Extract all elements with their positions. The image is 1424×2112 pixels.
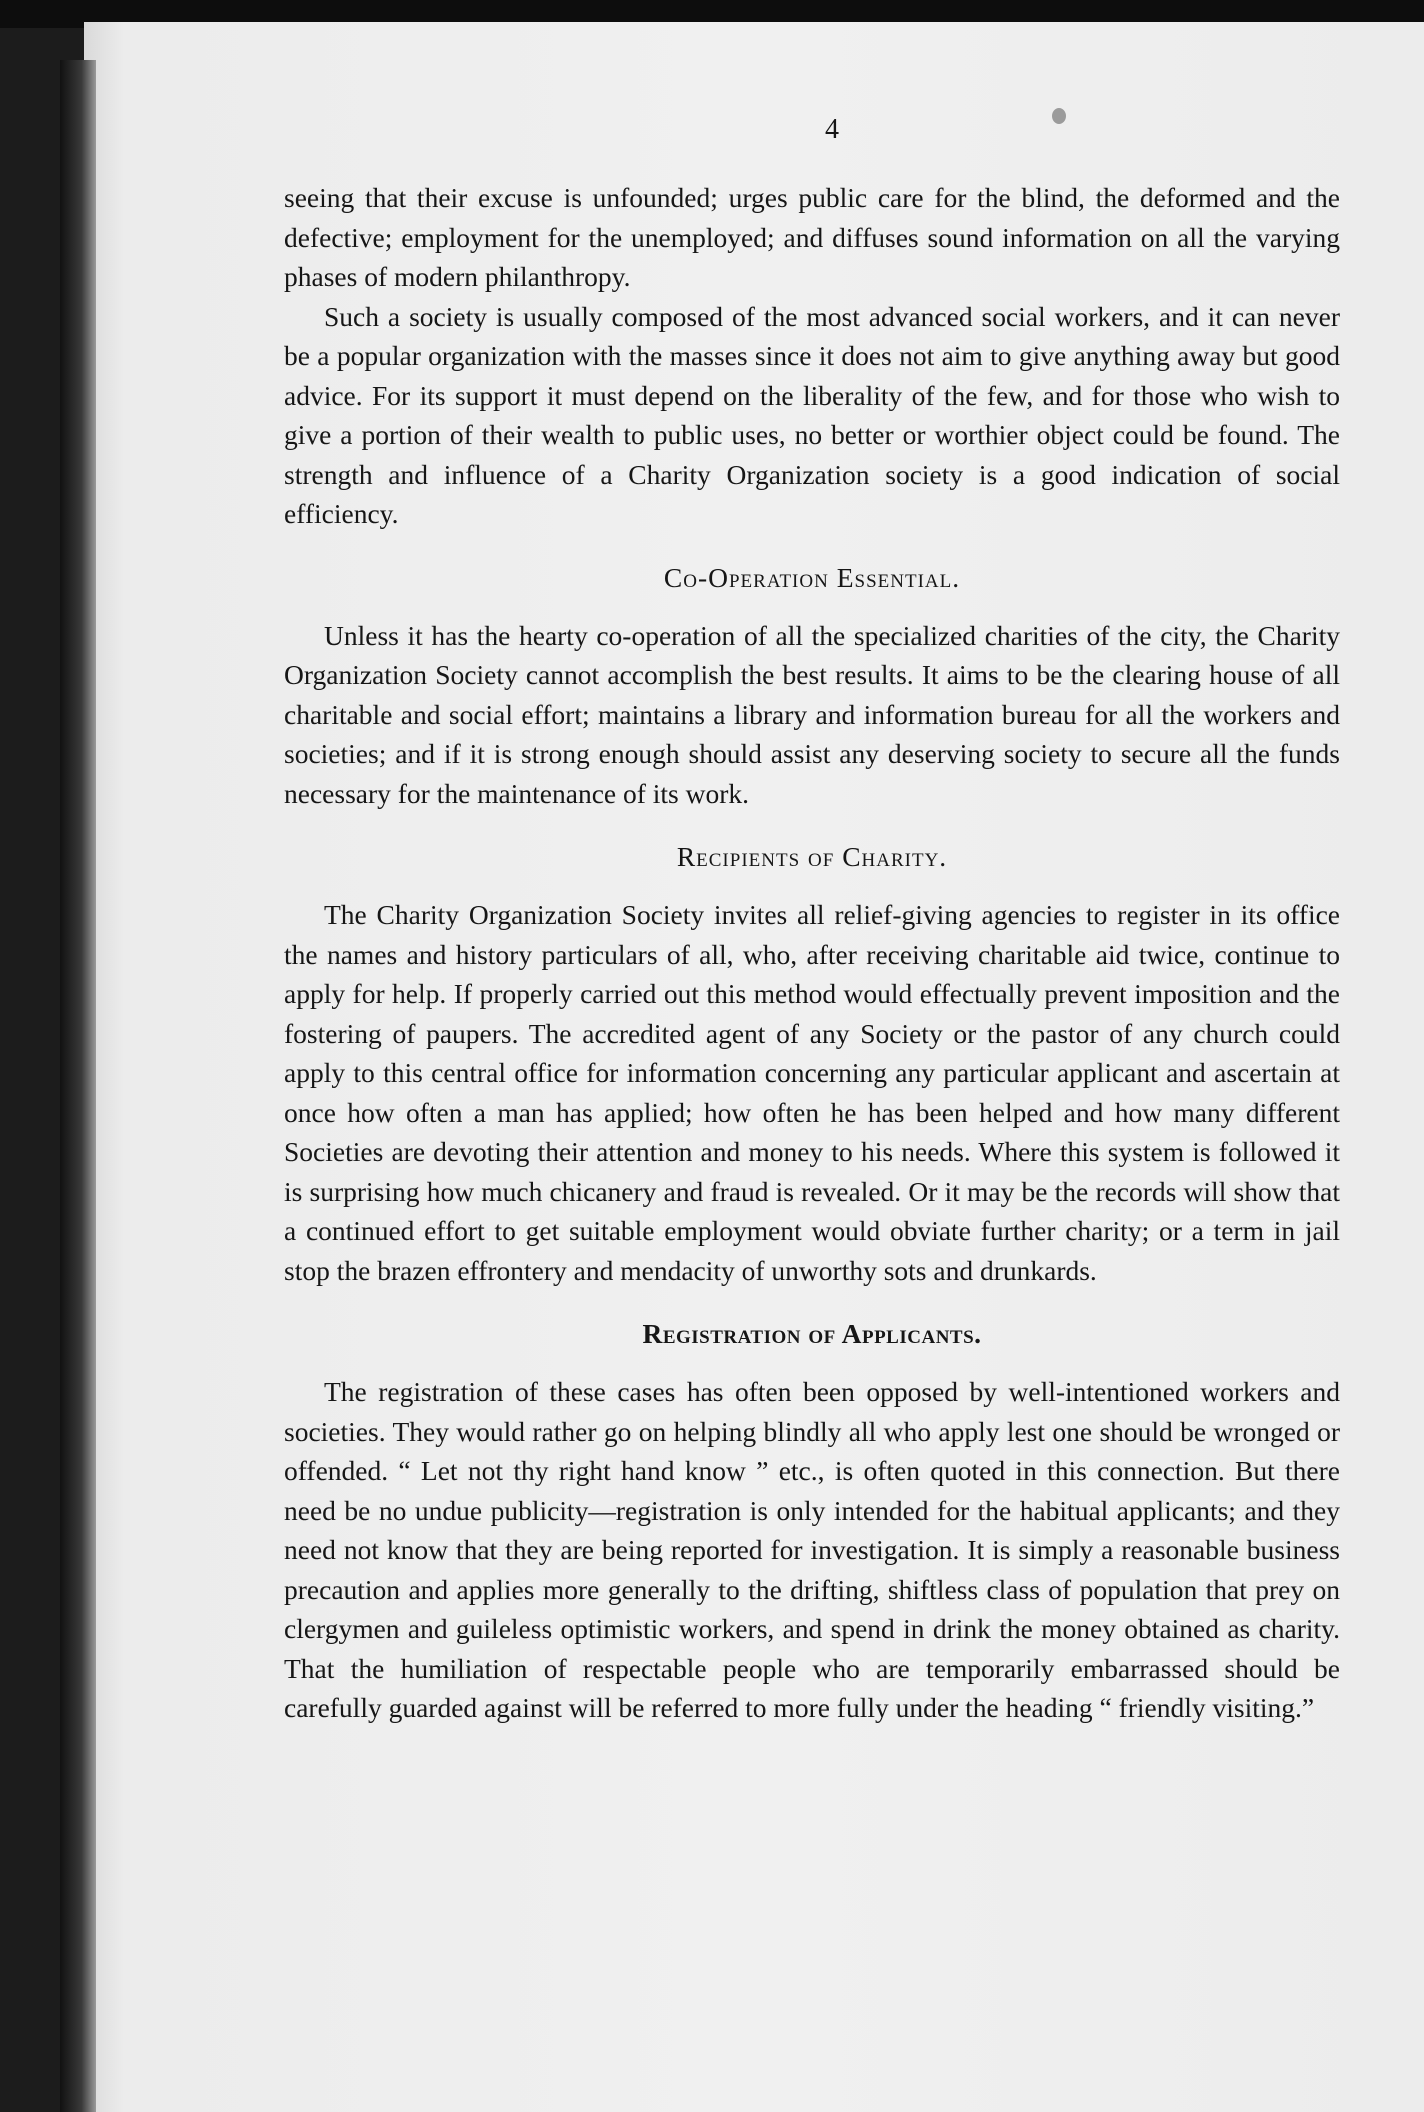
section-heading-registration: Registration of Applicants.	[642, 1318, 982, 1349]
paragraph: The registration of these cases has often been opposed by well-intentioned workers and societies. They would rather go on helping blindly all who apply lest one should be wronged or offended. “ Let not thy right hand know ” etc., is often quoted in this connection. But there need be no undue publicity—registration is only intended for the habitual applicants; and they need not know that they are being reported for investigation. It is simply a reasonable business precaution and applies more generally to the drifting, shiftless class of population that prey on clergymen and guileless optimistic workers, and spend in drink the money obtained as charity. That the humiliation of respectable people who are temporarily embarrassed should be carefully guarded against will be referred to more fully under the heading “ friendly visiting.”	[284, 1376, 1340, 1723]
binding-shadow	[60, 60, 96, 2112]
paragraph: Unless it has the hearty co-operation of all the specialized charities of the city, the Charity Organization Society cannot accomplish the best results. It aims to be the clearing house of all charitable and social effort; maintains a library and information bureau for all the workers and societies; and if it is strong enough should assist any deserving society to secure all the funds necessary for the maintenance of its work.	[284, 619, 1340, 809]
paragraph: Such a society is usually composed of the most advanced social workers, and it can never be a popular organization with the masses since it does not aim to give anything away but good advice. For its support it must depend on the liberality of the few, and for those who wish to give a portion of their wealth to public uses, no better or worthier object could be found. The strength and influence of a Charity Organization society is a good indication of social efficiency.	[284, 300, 1340, 529]
page-content	[284, 112, 1340, 1728]
section-heading-co-operation: Co-Operation Essential.	[663, 561, 961, 593]
page-number: 4	[825, 114, 839, 145]
paragraph: seeing that their excuse is unfounded; urges public care for the blind, the deformed and the defective; employment for the unemployed; and diffuses sound information on all the varying phases of modern philanthropy.	[284, 182, 1340, 292]
paragraph: The Charity Organization Society invites all relief-giving agencies to register in its office the names and history particulars of all, who, after receiving charitable aid twice, continue to apply for help. If properly carried out this method would effectually prevent imposition and the fostering of paupers. The accredited agent of any Society or the pastor of any church could apply to this central office for information concerning any particular applicant and ascertain at once how often a man has applied; how often he has been helped and how many different Societies are devoting their attention and money to his needs. Where this system is followed it is surprising how much chicanery and fraud is revealed. Or it may be the records will show that a continued effort to get suitable employment would obviate further charity; or a term in jail stop the brazen effrontery and mendacity of unworthy sots and drunkards.	[284, 899, 1340, 1286]
section-heading-recipients: Recipients of Charity.	[676, 841, 948, 872]
